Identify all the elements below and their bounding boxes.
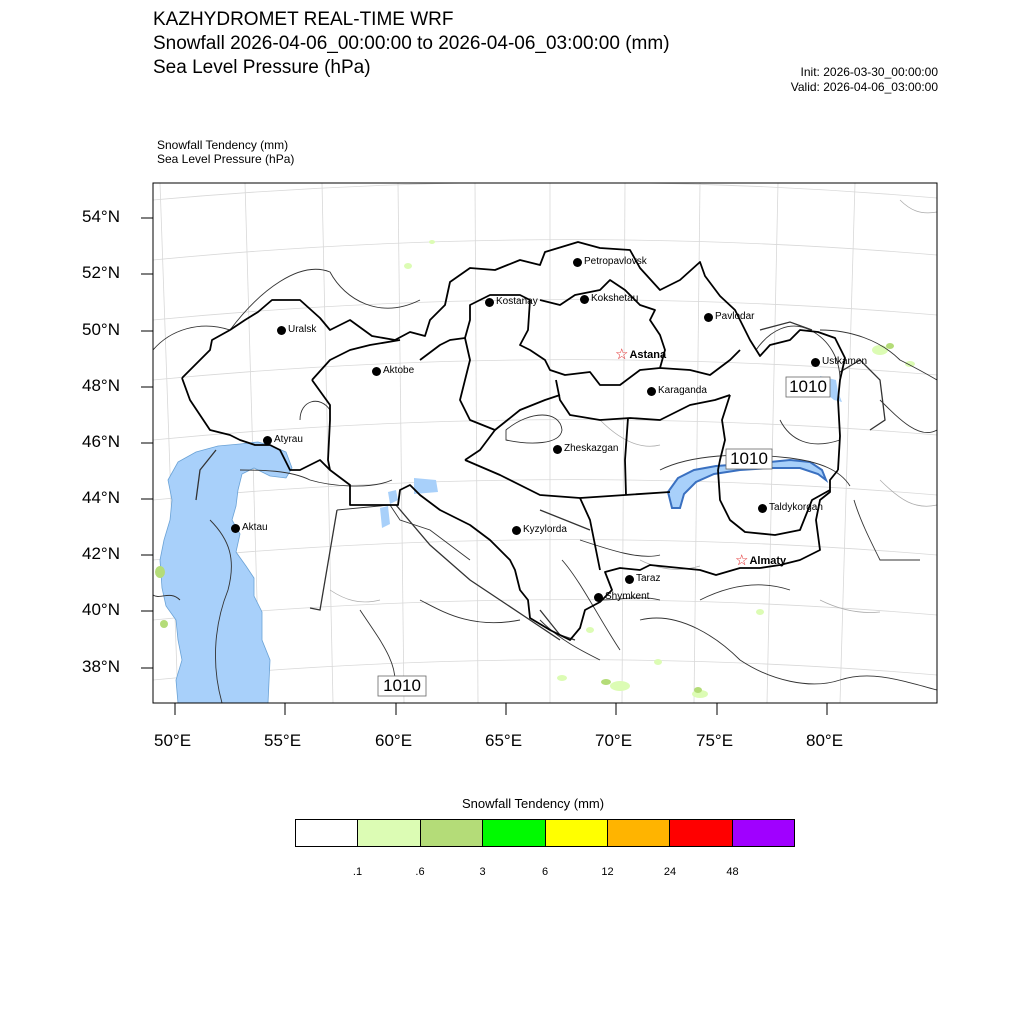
- city-label: Ustkamen: [822, 356, 868, 367]
- city-label: Pavlodar: [715, 311, 755, 322]
- lon-label-50: 50°E: [154, 731, 192, 750]
- lat-label-46: 46°N: [82, 432, 120, 451]
- city-label: Zheskazgan: [564, 443, 619, 454]
- map-content: [153, 182, 937, 703]
- colorbar-tick-label: 24: [663, 866, 677, 878]
- aral-water: [388, 490, 398, 504]
- lat-label-44: 44°N: [82, 488, 120, 507]
- lat-label-54: 54°N: [82, 207, 120, 226]
- country-borders: [196, 322, 885, 640]
- city-label: Petropavlovsk: [584, 256, 647, 267]
- init-time: Init: 2026-03-30_00:00:00: [800, 65, 938, 79]
- city-label: Almaty: [749, 555, 787, 567]
- lat-label-50: 50°N: [82, 320, 120, 339]
- lon-label-60: 60°E: [375, 731, 413, 750]
- lon-ticks: [175, 703, 827, 715]
- colorbar-swatch: [732, 820, 794, 846]
- city-label: Aktau: [242, 522, 268, 533]
- isobar-label-boxes: [378, 377, 830, 696]
- snowfall-mid-patches: [155, 343, 894, 693]
- city-label: Kyzylorda: [523, 524, 567, 535]
- city-label: Aktobe: [383, 365, 415, 376]
- colorbar-swatch: [296, 820, 357, 846]
- city-label: Taraz: [636, 573, 661, 584]
- lon-label-70: 70°E: [595, 731, 633, 750]
- title-line-1: KAZHYDROMET REAL-TIME WRF: [153, 9, 454, 30]
- lat-label-48: 48°N: [82, 376, 120, 395]
- colorbar-tick-label: 48: [726, 866, 739, 878]
- lat-label-38: 38°N: [82, 657, 120, 676]
- subtitle-slp: Sea Level Pressure (hPa): [157, 152, 295, 166]
- lat-ticks: [141, 218, 153, 668]
- aral-water-2: [380, 506, 390, 528]
- title-line-2: Snowfall 2026-04-06_00:00:00 to 2026-04-06_03:00:00 (mm): [153, 33, 670, 54]
- lat-label-42: 42°N: [82, 544, 120, 563]
- lon-label-65: 65°E: [485, 731, 523, 750]
- minor-contours: [330, 200, 937, 613]
- isobar-label-balkhash: 1010: [730, 449, 768, 468]
- capital-star-icon: ☆: [735, 552, 749, 569]
- caspian-sea: [160, 442, 292, 703]
- city-label: Shymkent: [605, 591, 650, 602]
- colorbar-swatch: [420, 820, 482, 846]
- colorbar-swatch: [607, 820, 669, 846]
- colorbar-swatch: [545, 820, 607, 846]
- city-label: Astana: [629, 349, 667, 361]
- city-label: Karaganda: [658, 385, 707, 396]
- title-line-3: Sea Level Pressure (hPa): [153, 57, 371, 78]
- subtitle-snowfall: Snowfall Tendency (mm): [157, 138, 289, 152]
- colorbar-tick-label: 3: [479, 866, 486, 878]
- colorbar: [295, 819, 795, 847]
- city-label: Kokshetau: [591, 293, 639, 304]
- isobar-label-south: 1010: [383, 676, 421, 695]
- capital-star-icon: ☆: [615, 346, 629, 363]
- colorbar-tick-label: .6: [415, 866, 425, 878]
- colorbar-tick-label: 6: [541, 866, 549, 878]
- colorbar-labels: [0, 866, 1024, 882]
- colorbar-swatch: [357, 820, 419, 846]
- lon-label-80: 80°E: [806, 731, 844, 750]
- isobar-label-east: 1010: [789, 377, 827, 396]
- lat-label-40: 40°N: [82, 600, 120, 619]
- city-label: Kostanay: [496, 296, 538, 307]
- lat-label-52: 52°N: [82, 263, 120, 282]
- colorbar-swatch: [669, 820, 731, 846]
- city-label: Taldykorgan: [769, 502, 823, 513]
- lon-label-75: 75°E: [696, 731, 734, 750]
- colorbar-title: Snowfall Tendency (mm): [462, 796, 605, 811]
- city-label: Atyrau: [274, 434, 303, 445]
- colorbar-tick-label: 12: [601, 866, 614, 878]
- lon-label-55: 55°E: [264, 731, 302, 750]
- city-label: Uralsk: [288, 324, 317, 335]
- valid-time: Valid: 2026-04-06_03:00:00: [790, 80, 938, 94]
- colorbar-tick-label: .1: [352, 866, 363, 878]
- colorbar-swatch: [482, 820, 544, 846]
- isobars: [153, 269, 937, 703]
